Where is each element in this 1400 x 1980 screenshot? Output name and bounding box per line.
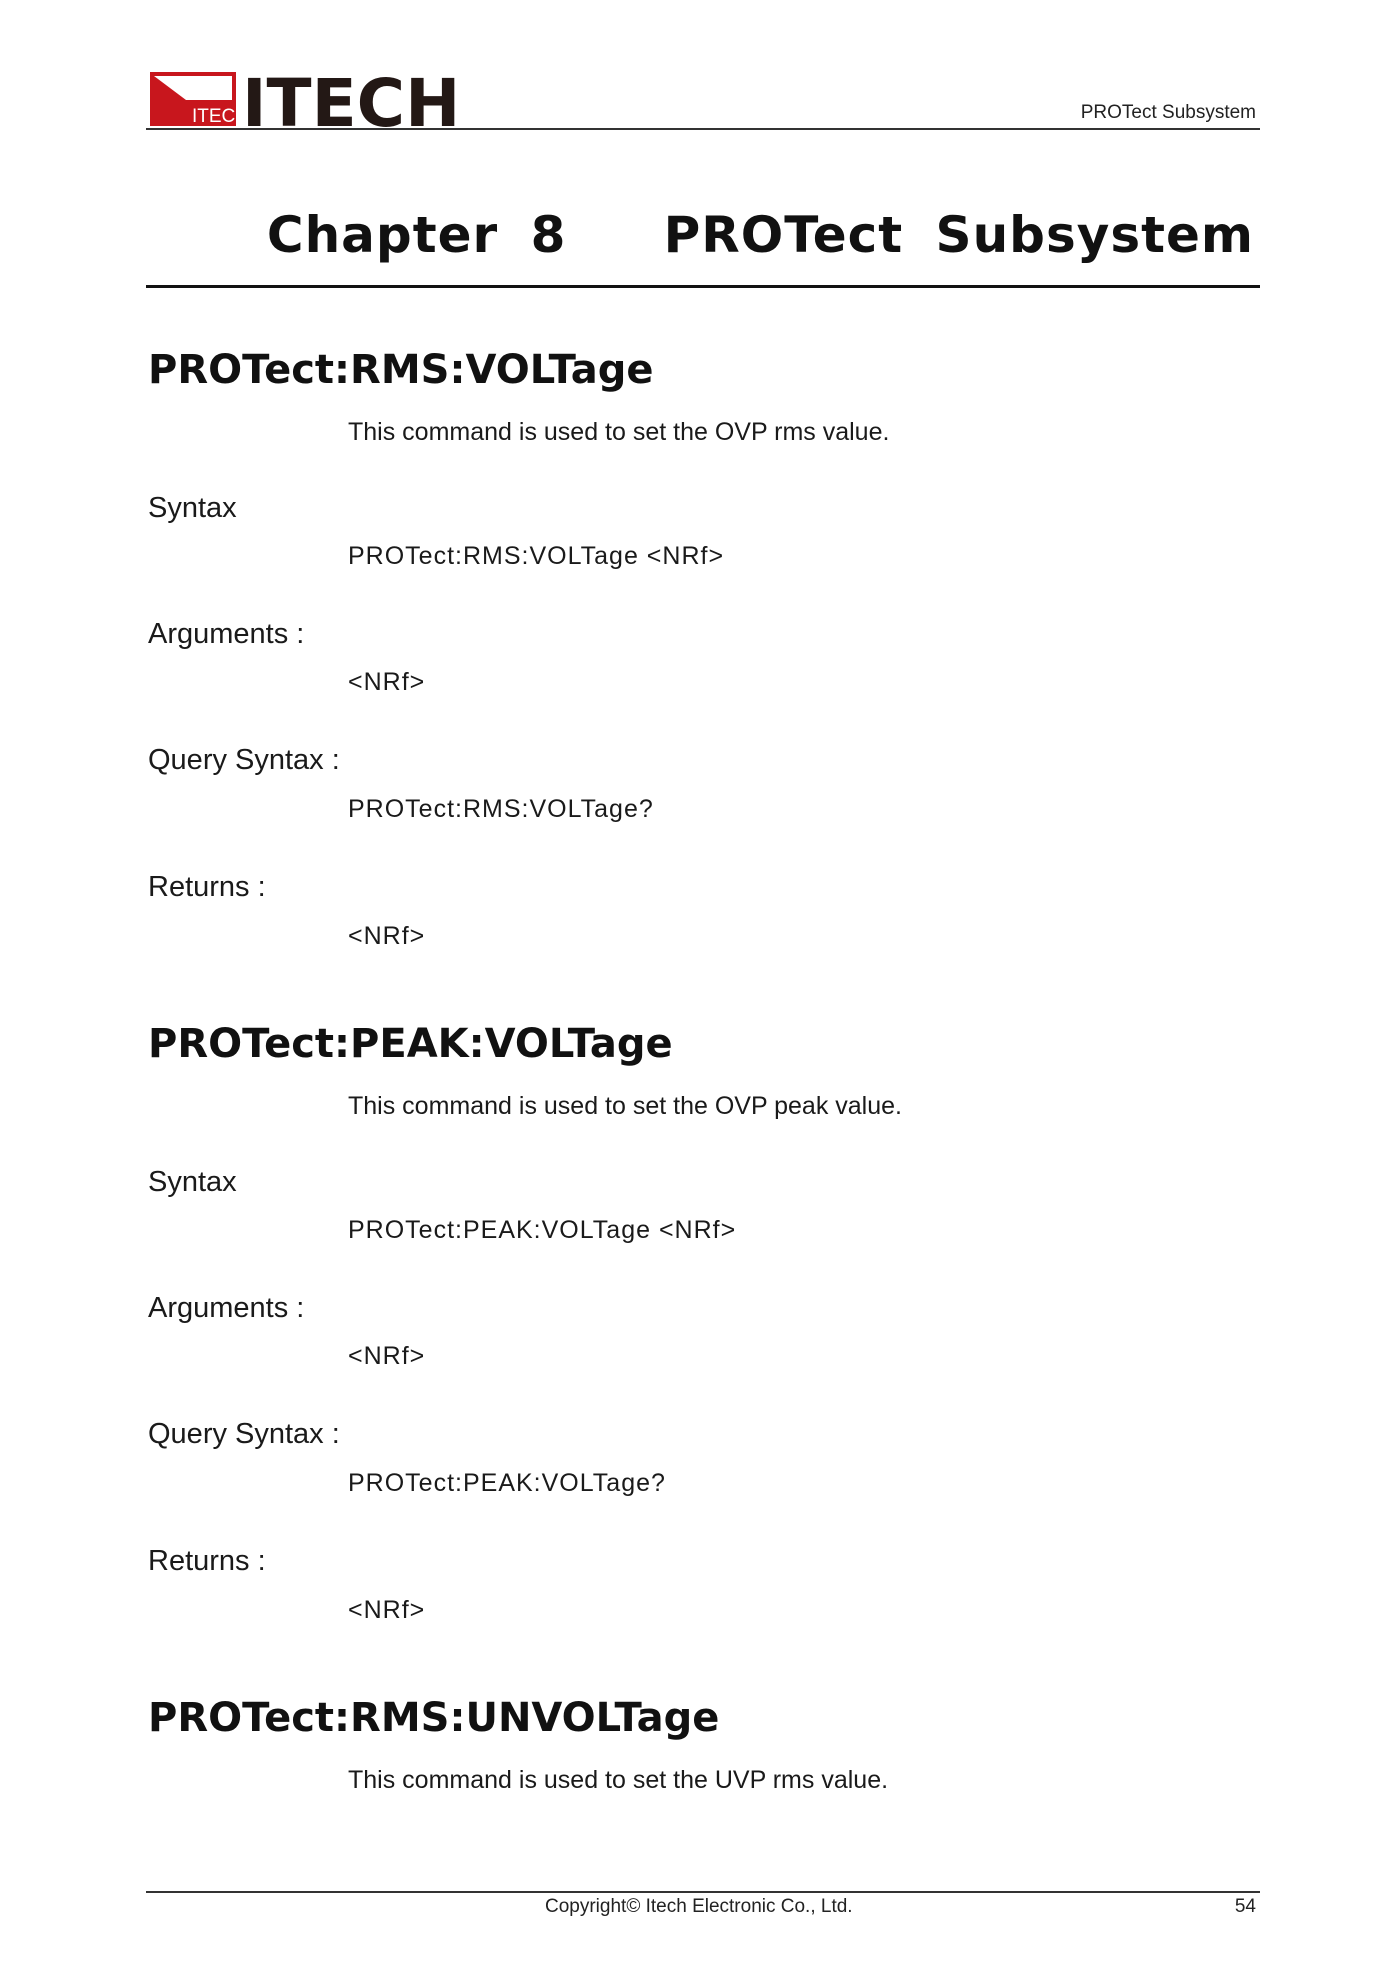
arguments-value: <NRf> <box>348 668 426 696</box>
returns-label: Returns : <box>148 871 266 903</box>
page-header <box>146 66 1260 130</box>
page-number: 54 <box>1234 1896 1256 1917</box>
syntax-label: Syntax <box>148 492 237 524</box>
copyright-text: Copyright© Itech Electronic Co., Ltd. <box>545 1896 853 1917</box>
footer-rule <box>146 1891 1260 1893</box>
syntax-value: PROTect:RMS:VOLTage <NRf> <box>348 542 725 570</box>
query-syntax-value: PROTect:PEAK:VOLTage? <box>348 1469 666 1497</box>
section-peak-voltage <box>148 1021 1258 1624</box>
syntax-label: Syntax <box>148 1166 237 1198</box>
command-description: This command is used to set the OVP peak value. <box>348 1092 902 1120</box>
chapter-rule <box>146 285 1260 288</box>
command-heading: PROTect:RMS:VOLTage <box>148 347 654 393</box>
command-heading: PROTect:RMS:UNVOLTage <box>148 1695 720 1741</box>
returns-value: <NRf> <box>348 922 426 950</box>
syntax-value: PROTect:PEAK:VOLTage <NRf> <box>348 1216 737 1244</box>
query-syntax-label: Query Syntax : <box>148 1418 340 1450</box>
running-head: PROTect Subsystem <box>1080 102 1256 123</box>
query-syntax-label: Query Syntax : <box>148 744 340 776</box>
command-description: This command is used to set the OVP rms value. <box>348 418 890 446</box>
returns-value: <NRf> <box>348 1596 426 1624</box>
section-rms-voltage <box>148 347 1258 950</box>
section-rms-unvoltage <box>148 1695 1258 1794</box>
arguments-label: Arguments : <box>148 1292 305 1324</box>
arguments-value: <NRf> <box>348 1342 426 1370</box>
returns-label: Returns : <box>148 1545 266 1577</box>
command-description: This command is used to set the UVP rms value. <box>348 1766 889 1794</box>
arguments-label: Arguments : <box>148 618 305 650</box>
command-heading: PROTect:PEAK:VOLTage <box>148 1021 673 1067</box>
query-syntax-value: PROTect:RMS:VOLTage? <box>348 795 654 823</box>
itech-logo <box>150 70 470 130</box>
logo-small-text: ITECH <box>192 106 249 127</box>
header-rule <box>146 128 1260 130</box>
chapter-title: Chapter 8 PROTect Subsystem <box>266 206 1254 264</box>
logo-wordmark: ITECH <box>242 70 461 130</box>
